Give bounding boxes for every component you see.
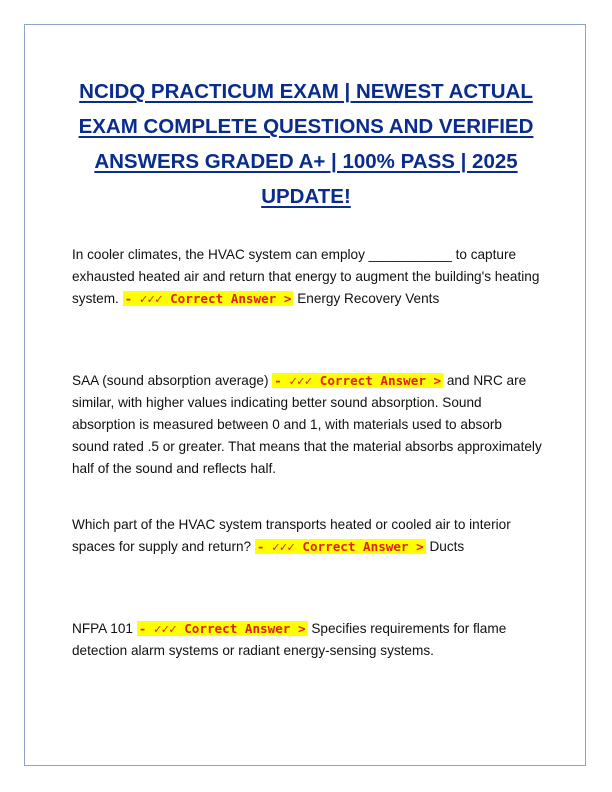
correct-answer-marker: - ✓✓✓ Correct Answer > <box>124 291 292 306</box>
qa-item <box>72 618 542 662</box>
correct-answer-marker: - ✓✓✓ Correct Answer > <box>274 373 442 388</box>
qa-item <box>72 370 542 480</box>
document-title: NCIDQ PRACTICUM EXAM | NEWEST ACTUAL EXAM COMPLETE QUESTIONS AND VERIFIED ANSWERS GRADED A+ | 100% PASS | 2025 UPDATE! <box>78 80 534 208</box>
qa-item <box>72 514 542 558</box>
answer-text: Ducts <box>429 539 465 554</box>
question-text: Which part of the HVAC system transports heated or cooled air to interior spaces for supply and return? <box>72 517 511 554</box>
answer-text: and NRC are similar, with higher values indicating better sound absorption. Sound absorption is measured between 0 and 1, with materials used to absorb sound rated .5 or greater. That means that the material absorbs approximately half of the sound and reflects half. <box>72 373 542 476</box>
answer-text: Specifies requirements for flame detection alarm systems or radiant energy-sensing systems. <box>72 621 507 658</box>
correct-answer-marker: - ✓✓✓ Correct Answer > <box>256 539 424 554</box>
question-text: SAA (sound absorption average) <box>72 373 269 388</box>
question-text: In cooler climates, the HVAC system can employ ___________ to capture exhausted heated air and return that energy to augment the building's heating system. <box>72 247 540 306</box>
question-text: NFPA 101 <box>72 621 133 636</box>
answer-text: Energy Recovery Vents <box>297 291 440 306</box>
correct-answer-marker: - ✓✓✓ Correct Answer > <box>138 621 306 636</box>
qa-item <box>72 244 542 310</box>
